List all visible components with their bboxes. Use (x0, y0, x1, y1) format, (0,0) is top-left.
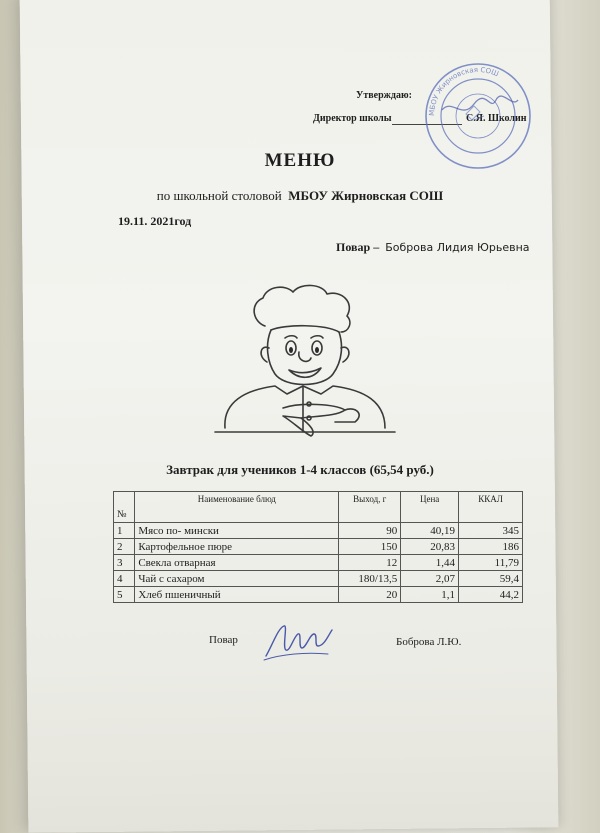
page-title: МЕНЮ (264, 150, 336, 171)
row-price: 2,07 (401, 571, 459, 587)
row-price: 40,19 (401, 523, 459, 539)
table-row (114, 539, 523, 555)
row-num: 3 (114, 555, 135, 571)
director-position: Директор школы (313, 113, 392, 124)
cook-signature-icon (262, 618, 336, 664)
row-kcal: 345 (459, 523, 523, 539)
row-dish: Свекла отварная (135, 555, 339, 571)
row-output: 12 (339, 555, 401, 571)
page-subtitle (0, 188, 600, 204)
footer-cook-name: Боброва Л.Ю. (396, 636, 462, 648)
row-kcal: 11,79 (459, 555, 523, 571)
table-row (114, 571, 523, 587)
subtitle-prefix: по школьной столовой (156, 188, 282, 203)
row-dish: Мясо по- мински (135, 523, 339, 539)
row-output: 150 (339, 539, 401, 555)
menu-date: 19.11. 2021год (118, 214, 192, 228)
cook-label: Повар – (336, 240, 380, 254)
subtitle-school: МБОУ Жирновская СОШ (288, 188, 444, 203)
row-num: 1 (114, 523, 135, 539)
footer-cook-label: Повар (209, 634, 238, 646)
header-dish: Наименование блюд (135, 492, 339, 523)
menu-table (113, 491, 523, 603)
row-price: 20,83 (401, 539, 459, 555)
row-num: 5 (114, 587, 135, 603)
row-num: 2 (114, 539, 135, 555)
cook-line (336, 240, 530, 255)
director-name: С.Я. Школин (466, 113, 527, 124)
header-kcal: ККАЛ (459, 492, 523, 523)
row-output: 90 (339, 523, 401, 539)
header-price: Цена (401, 492, 459, 523)
row-dish: Чай с сахаром (135, 571, 339, 587)
header-output: Выход, г (339, 492, 401, 523)
row-price: 1,1 (401, 587, 459, 603)
table-row (114, 523, 523, 539)
row-kcal: 44,2 (459, 587, 523, 603)
approval-label: Утверждаю: (356, 90, 412, 101)
cook-name: Боброва Лидия Юрьевна (385, 241, 530, 254)
row-kcal: 59,4 (459, 571, 523, 587)
breakfast-title: Завтрак для учеников 1-4 классов (65,54 руб.) (166, 462, 434, 477)
row-output: 180/13,5 (339, 571, 401, 587)
header-num: № (114, 492, 135, 523)
svg-text:МБОУ Жирновская СОШ: МБОУ Жирновская СОШ (427, 65, 500, 117)
row-kcal: 186 (459, 539, 523, 555)
row-output: 20 (339, 587, 401, 603)
row-dish: Картофельное пюре (135, 539, 339, 555)
table-row (114, 587, 523, 603)
row-num: 4 (114, 571, 135, 587)
table-row (114, 555, 523, 571)
chef-illustration-icon (205, 282, 405, 442)
row-price: 1,44 (401, 555, 459, 571)
table-header-row (114, 492, 523, 523)
row-dish: Хлеб пшеничный (135, 587, 339, 603)
